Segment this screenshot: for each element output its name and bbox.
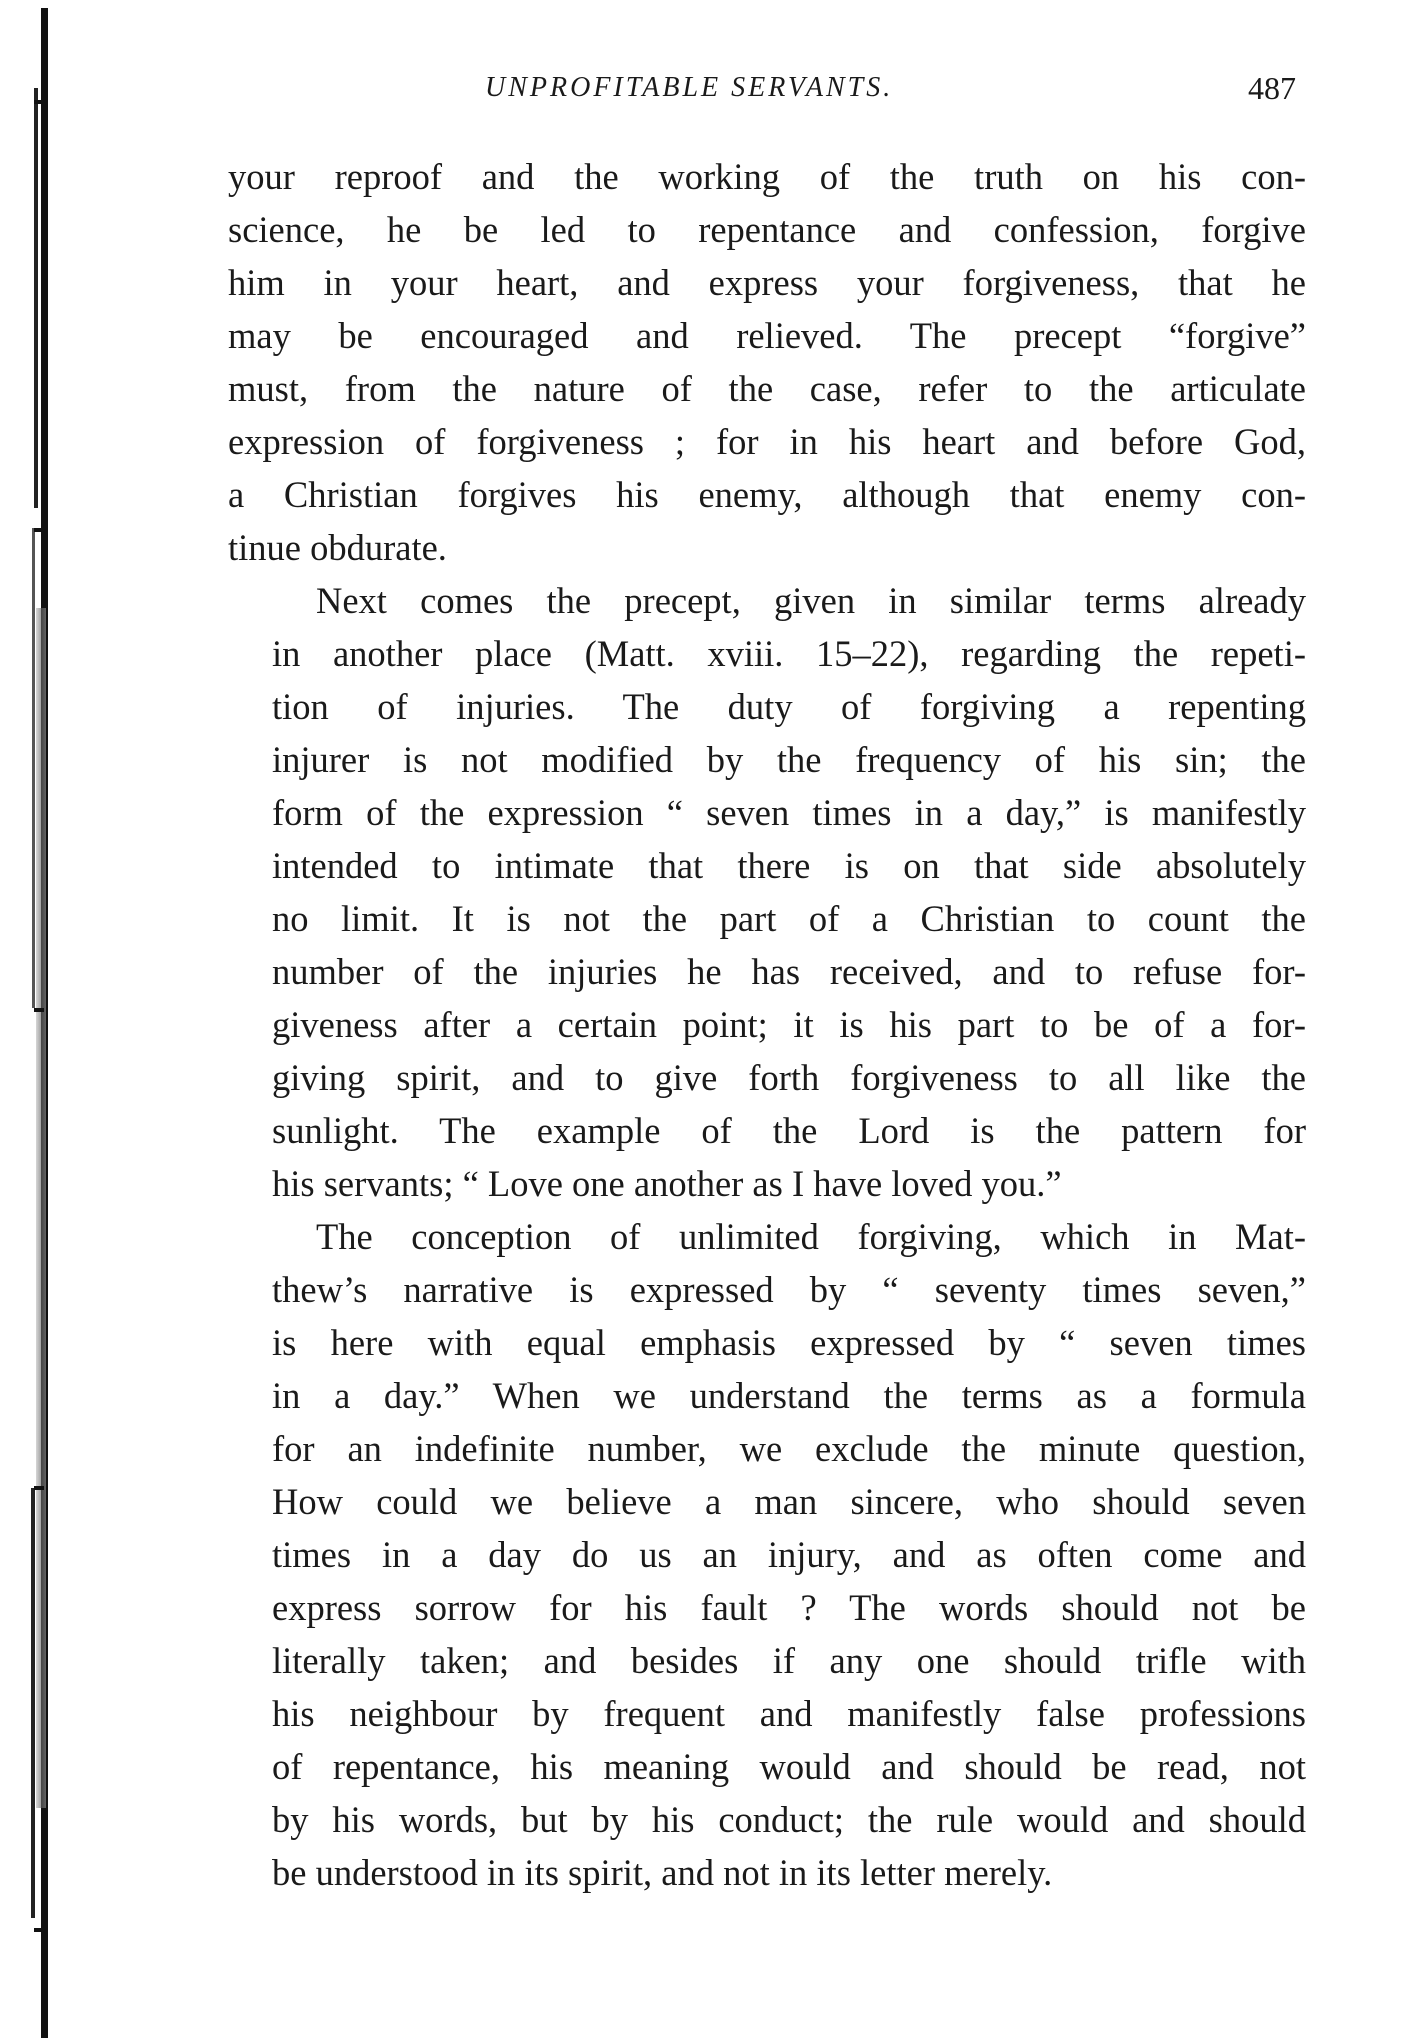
text-line: in a day.” When we understand the terms as a formula — [272, 1375, 1306, 1416]
text-line: The conception of unlimited forgiving, which in Mat- — [316, 1216, 1306, 1257]
text-line: injurer is not modified by the frequency of his sin; the — [272, 739, 1306, 780]
running-title: UNPROFITABLE SERVANTS. — [485, 72, 894, 103]
text-line: of repentance, his meaning would and should be read, not — [272, 1746, 1306, 1787]
text-line: sunlight. The example of the Lord is the pattern for — [272, 1110, 1306, 1151]
text-line: science, he be led to repentance and confession, forgive — [228, 209, 1306, 250]
page-binding-edge — [28, 8, 50, 2038]
text-line: times in a day do us an injury, and as often come and — [272, 1534, 1306, 1575]
text-line: for an indefinite number, we exclude the minute question, — [272, 1428, 1306, 1469]
text-line: giving spirit, and to give forth forgiveness to all like the — [272, 1057, 1306, 1098]
text-line: form of the expression “ seven times in a day,” is manifestly — [272, 792, 1306, 833]
text-line: may be encouraged and relieved. The precept “forgive” — [228, 315, 1306, 356]
paragraph — [228, 574, 1306, 1210]
text-line: by his words, but by his conduct; the rule would and should — [272, 1799, 1306, 1840]
text-line: a Christian forgives his enemy, although that enemy con- — [228, 474, 1306, 515]
text-line: giveness after a certain point; it is his part to be of a for- — [272, 1004, 1306, 1045]
text-line: be understood in its spirit, and not in its letter merely. — [272, 1852, 1053, 1893]
text-line: number of the injuries he has received, and to refuse for- — [272, 951, 1306, 992]
text-line: his neighbour by frequent and manifestly false professions — [272, 1693, 1306, 1734]
text-line: in another place (Matt. xviii. 15–22), regarding the repeti- — [272, 633, 1306, 674]
text-line: your reproof and the working of the truth on his con- — [228, 156, 1306, 197]
text-line: his servants; “ Love one another as I have loved you.” — [272, 1163, 1062, 1204]
page-number: 487 — [1248, 70, 1296, 106]
text-line: Next comes the precept, given in similar terms already — [316, 580, 1306, 621]
text-line: expression of forgiveness ; for in his heart and before God, — [228, 421, 1306, 462]
text-line: intended to intimate that there is on that side absolutely — [272, 845, 1306, 886]
text-line: must, from the nature of the case, refer to the articulate — [228, 368, 1306, 409]
text-line: literally taken; and besides if any one should trifle with — [272, 1640, 1306, 1681]
paragraph — [228, 150, 1306, 574]
text-line: tinue obdurate. — [228, 527, 447, 568]
text-line: thew’s narrative is expressed by “ seventy times seven,” — [272, 1269, 1306, 1310]
text-line: him in your heart, and express your forgiveness, that he — [228, 262, 1306, 303]
text-line: no limit. It is not the part of a Christian to count the — [272, 898, 1306, 939]
paragraph — [228, 1210, 1306, 1899]
text-line: tion of injuries. The duty of forgiving a repenting — [272, 686, 1306, 727]
text-line: is here with equal emphasis expressed by “ seven times — [272, 1322, 1306, 1363]
text-line: How could we believe a man sincere, who should seven — [272, 1481, 1306, 1522]
running-head — [230, 72, 1310, 112]
text-line: express sorrow for his fault ? The words should not be — [272, 1587, 1306, 1628]
body-text — [228, 150, 1306, 1899]
